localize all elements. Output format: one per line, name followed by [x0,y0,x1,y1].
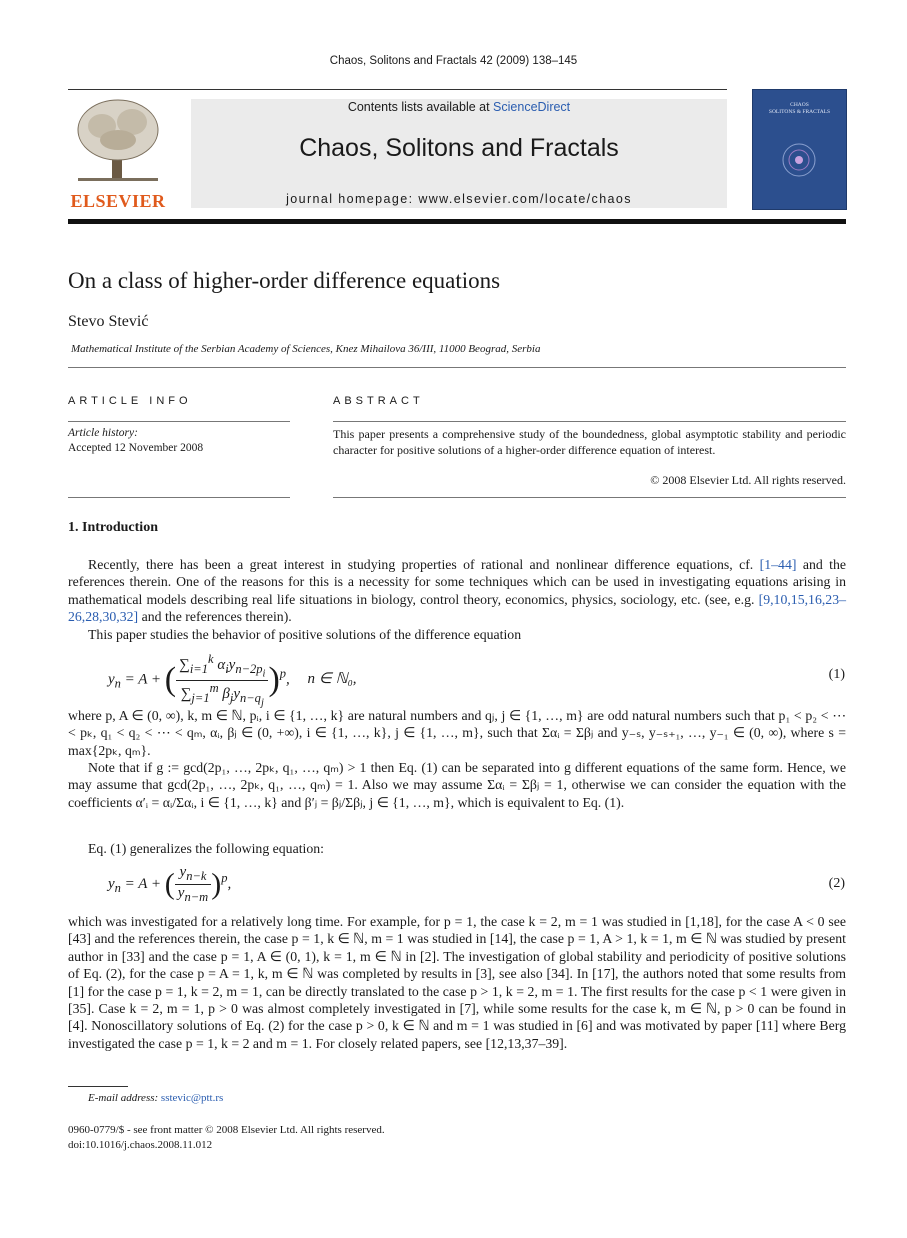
email-footnote [88,1092,223,1104]
journal-title: Chaos, Solitons and Fractals [299,134,619,162]
p1-text-a: Recently, there has been a great interest in studying properties of rational and nonlinear difference equations, cf. [88,557,760,572]
info-divider [68,421,290,422]
article-info-heading: ARTICLE INFO [68,395,192,407]
contents-line [191,100,727,114]
journal-homepage[interactable]: journal homepage: www.elsevier.com/locate/chaos [286,192,632,206]
p1-text-c: and the references therein). [138,609,292,625]
email-link[interactable]: sstevic@ptt.rs [160,1092,224,1104]
intro-paragraph-1 [68,556,846,626]
intro-paragraph-6: which was investigated for a relatively long time. For example, for p = 1, the case k = 2, m = 1 was studied in [1,18], for the case A < 0 see [43] and the references therein, the case p = 1, k ∈ ℕ, m = 1 was studied in [14], the case p = 1, A > 1, k = 1, m ∈ ℕ was studied by present author in [33] and the case p = 1, A ∈ (0, 1), k = 1, m ∈ ℕ in [2]. The investigation of global stability and periodicity of positive solutions of Eq. (2), for the case p = A = 1, k, m ∈ ℕ was completed by results in [3], see also [34]. In [17], the authors noted that some results from [1] for the case p = 1, k = 2, m = 1, can be directly translated to the case p > 1, k = 2, m = 1. The first results for the case p < 1 were given in [35]. Case k = 2, m = 1, p > 0 was almost completely investigated in [7], while some results for the case k, m ∈ ℕ, p > 0 can be found in [4]. Nonoscillatory solutions of Eq. (2) for the case p > 0, k ∈ ℕ and m = 1 was studied in [6] and was motivated by paper [11] where Berg investigated the case p = 1, k = 2 and m = 1. For closely related papers, see [12,13,37–39]. [68,914,846,1051]
front-matter [68,1123,385,1153]
history-label: Article history: [68,427,138,439]
intro-paragraph-2: This paper studies the behavior of positive solutions of the difference equation [88,627,522,642]
equation-2: $y_n = A$ + ( $\frac{y_{n-k}}{y_{n-m}}$ )$^p$, [108,864,232,904]
intro-paragraph-3: where p, A ∈ (0, ∞), k, m ∈ ℕ, pᵢ, i ∈ {1, …, k} are natural numbers and qⱼ, j ∈ {1, …, m} are odd natural numbers such that p₁ < p₂ < ⋯ < pₖ, q₁ < q₂ < ⋯ < qₘ, αᵢ, βⱼ ∈ (0, +∞), i ∈ {1, …, k}, j ∈ {1, …, m}, such that Σαᵢ = Σβⱼ and y₋ₛ, y₋ₛ₊₁, …, y₋₁ ∈ (0, ∞), where s = max{2pₖ, qₘ}. [68,708,846,758]
equation-2-number: (2) [828,876,845,891]
journal-citation: Chaos, Solitons and Fractals 42 (2009) 138–145 [329,55,578,67]
title-divider [68,367,846,368]
abstract-copyright: © 2008 Elsevier Ltd. All rights reserved. [650,473,846,487]
contents-prefix: Contents lists available at [347,100,494,114]
header-divider [68,89,727,90]
abstract-heading: ABSTRACT [333,395,424,407]
info-bottom-divider [68,497,290,498]
cover-title: CHAOS SOLITONS & FRACTALS [768,102,831,115]
email-label: E-mail address: [88,1092,159,1104]
article-title: On a class of higher-order difference equations [68,268,501,293]
abstract-bottom-divider [333,497,846,498]
issn-line: 0960-0779/$ - see front matter © 2008 Elsevier Ltd. All rights reserved. [68,1124,385,1136]
footnote-rule [68,1086,128,1087]
equation-1-number: (1) [828,667,845,682]
reference-link[interactable]: [9,10,15,16,23–26,28,30,32] [68,591,846,625]
intro-paragraph-5: Eq. (1) generalizes the following equation: [88,841,325,856]
section-heading: 1. Introduction [68,520,158,535]
elsevier-logo [68,96,168,211]
accepted-date: Accepted 12 November 2008 [68,442,204,454]
author-affiliation: Mathematical Institute of the Serbian Academy of Sciences, Knez Mihailova 36/III, 11000 Beograd, Serbia [71,343,541,355]
eq1-domain: n ∈ ℕ₀, [307,671,357,688]
publisher-name: ELSEVIER [70,191,166,211]
header-thick-rule [68,219,846,224]
reference-link[interactable]: [1–44] [759,557,797,572]
p1-text-b: and the references therein. One of the reasons for this is a necessity for some techniques which can be used in investigating equations arising in mathematical models describing real life situations in biology, control theory, economics, physics, sociology, etc. (see, e.g. [68,557,846,607]
intro-paragraph-4: Note that if g := gcd(2p₁, …, 2pₖ, q₁, …, qₘ) > 1 then Eq. (1) can be separated into g different equations of the same form. Hence, we may assume that gcd(2p₁, …, 2pₖ, q₁, …, qₘ) = 1. Also we may assume Σαᵢ = Σβⱼ = 1, otherwise we can consider the equation with the coefficients α′ᵢ = αᵢ/Σαᵢ, i ∈ {1, …, k} and β′ⱼ = βⱼ/Σβⱼ, j ∈ {1, …, m}, which is equivalent to Eq. (1). [68,760,846,810]
abstract-text: This paper presents a comprehensive study of the boundedness, global asymptotic stability and periodic character for positive solutions of a higher-order difference equation of interest. [333,427,846,457]
tree-icon [68,96,168,184]
abstract-divider [333,421,846,422]
sciencedirect-link[interactable]: ScienceDirect [493,100,571,114]
article-author: Stevo Stević [68,313,149,330]
equation-1: $y_n = A$ + ( $\frac{\sum_{i=1}^k \alpha_iy_{n-2p_i}}{\sum_{j=1}^m \beta_jy_{n-q_j}}$ )$^p$, n ∈ ℕ₀, [108,652,357,708]
journal-cover-image [752,89,847,210]
cover-fractal-icon [753,130,846,190]
doi-line: doi:10.1016/j.chaos.2008.11.012 [68,1139,213,1151]
